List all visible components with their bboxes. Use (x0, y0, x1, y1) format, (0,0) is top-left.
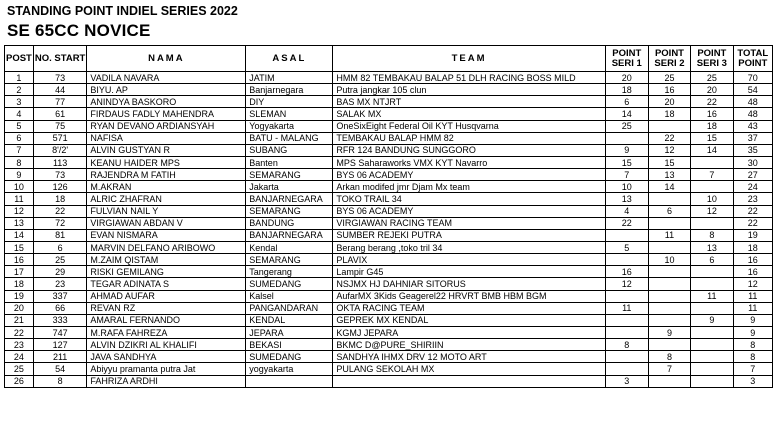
header-row (5, 46, 773, 72)
cell-nama: KEANU HAIDER MPS (87, 156, 246, 168)
cell-nama: BIYU. AP (87, 84, 246, 96)
cell-nama: AHMAD AUFAR (87, 290, 246, 302)
cell-post: 23 (5, 339, 34, 351)
cell-point-seri-3: 8 (691, 229, 733, 241)
cell-team: PLAVIX (333, 254, 605, 266)
cell-asal: BATU - MALANG (246, 132, 333, 144)
cell-post: 12 (5, 205, 34, 217)
cell-no-start: 211 (33, 351, 87, 363)
cell-point-seri-3: 16 (691, 108, 733, 120)
cell-no-start: 54 (33, 363, 87, 375)
cell-point-seri-2: 6 (648, 205, 690, 217)
table-row (5, 241, 773, 253)
header-point-seri-1: POINT SERI 1 (605, 46, 648, 72)
table-row (5, 96, 773, 108)
cell-team: Berang berang ,toko tril 34 (333, 241, 605, 253)
cell-post: 4 (5, 108, 34, 120)
table-row (5, 326, 773, 338)
standings-table (4, 45, 773, 388)
cell-point-seri-2: 15 (648, 156, 690, 168)
cell-team: Putra jangkar 105 clun (333, 84, 605, 96)
table-row (5, 169, 773, 181)
cell-point-seri-1 (605, 254, 648, 266)
cell-post: 13 (5, 217, 34, 229)
cell-no-start: 77 (33, 96, 87, 108)
cell-point-seri-1: 9 (605, 144, 648, 156)
table-row (5, 72, 773, 84)
cell-total-point: 11 (733, 302, 772, 314)
cell-nama: VADILA NAVARA (87, 72, 246, 84)
cell-post: 22 (5, 326, 34, 338)
cell-no-start: 113 (33, 156, 87, 168)
cell-nama: RISKI GEMILANG (87, 266, 246, 278)
cell-total-point: 9 (733, 326, 772, 338)
cell-point-seri-1: 5 (605, 241, 648, 253)
table-row (5, 363, 773, 375)
cell-point-seri-3 (691, 266, 733, 278)
cell-point-seri-3 (691, 302, 733, 314)
cell-point-seri-3 (691, 156, 733, 168)
cell-point-seri-1 (605, 290, 648, 302)
table-row (5, 217, 773, 229)
cell-total-point: 48 (733, 96, 772, 108)
cell-post: 15 (5, 241, 34, 253)
cell-total-point: 22 (733, 205, 772, 217)
cell-team: HMM 82 TEMBAKAU BALAP 51 DLH RACING BOSS MILD (333, 72, 605, 84)
cell-asal: Tangerang (246, 266, 333, 278)
cell-total-point: 11 (733, 290, 772, 302)
cell-team: KGMJ JEPARA (333, 326, 605, 338)
cell-nama: ANINDYA BASKORO (87, 96, 246, 108)
cell-asal: Yogyakarta (246, 120, 333, 132)
table-row (5, 351, 773, 363)
cell-point-seri-2: 16 (648, 84, 690, 96)
cell-total-point: 23 (733, 193, 772, 205)
cell-post: 7 (5, 144, 34, 156)
cell-team: TOKO TRAIL 34 (333, 193, 605, 205)
table-row (5, 278, 773, 290)
table-row (5, 375, 773, 387)
cell-post: 17 (5, 266, 34, 278)
cell-point-seri-2 (648, 375, 690, 387)
cell-no-start: 73 (33, 72, 87, 84)
cell-team: TEMBAKAU BALAP HMM 82 (333, 132, 605, 144)
cell-point-seri-2 (648, 290, 690, 302)
header-point-seri-3: POINT SERI 3 (691, 46, 733, 72)
cell-team: BAS MX NTJRT (333, 96, 605, 108)
cell-point-seri-3: 13 (691, 241, 733, 253)
cell-point-seri-1: 20 (605, 72, 648, 84)
cell-team: SALAK MX (333, 108, 605, 120)
cell-point-seri-1: 10 (605, 181, 648, 193)
cell-no-start: 747 (33, 326, 87, 338)
cell-point-seri-2: 18 (648, 108, 690, 120)
cell-asal: Kalsel (246, 290, 333, 302)
cell-total-point: 27 (733, 169, 772, 181)
cell-point-seri-2 (648, 278, 690, 290)
cell-post: 3 (5, 96, 34, 108)
cell-point-seri-1 (605, 326, 648, 338)
cell-team: Lampir G45 (333, 266, 605, 278)
cell-no-start: 8 (33, 375, 87, 387)
cell-asal: SUMEDANG (246, 278, 333, 290)
cell-point-seri-3: 14 (691, 144, 733, 156)
cell-point-seri-3 (691, 326, 733, 338)
cell-post: 21 (5, 314, 34, 326)
cell-point-seri-2: 22 (648, 132, 690, 144)
cell-point-seri-3 (691, 339, 733, 351)
cell-point-seri-3: 15 (691, 132, 733, 144)
cell-asal: JATIM (246, 72, 333, 84)
cell-total-point: 48 (733, 108, 772, 120)
cell-point-seri-3 (691, 363, 733, 375)
cell-point-seri-3: 6 (691, 254, 733, 266)
cell-team: OneSixEight Federal Oil KYT Husqvarna (333, 120, 605, 132)
table-row (5, 144, 773, 156)
cell-point-seri-2 (648, 120, 690, 132)
cell-no-start: 18 (33, 193, 87, 205)
cell-point-seri-2 (648, 241, 690, 253)
cell-point-seri-2: 10 (648, 254, 690, 266)
cell-asal (246, 375, 333, 387)
cell-nama: FAHRIZA ARDHI (87, 375, 246, 387)
cell-point-seri-2: 7 (648, 363, 690, 375)
cell-team: PULANG SEKOLAH MX (333, 363, 605, 375)
cell-asal: Banten (246, 156, 333, 168)
cell-asal: BANDUNG (246, 217, 333, 229)
cell-point-seri-1: 8 (605, 339, 648, 351)
cell-nama: NAFISA (87, 132, 246, 144)
cell-point-seri-3: 12 (691, 205, 733, 217)
cell-asal: Banjarnegara (246, 84, 333, 96)
cell-point-seri-1 (605, 351, 648, 363)
cell-point-seri-3: 22 (691, 96, 733, 108)
cell-post: 1 (5, 72, 34, 84)
cell-point-seri-3 (691, 217, 733, 229)
table-row (5, 314, 773, 326)
cell-team: Arkan modifed jmr Djam Mx team (333, 181, 605, 193)
cell-asal: BANJARNEGARA (246, 229, 333, 241)
table-row (5, 205, 773, 217)
cell-no-start: 333 (33, 314, 87, 326)
cell-no-start: 61 (33, 108, 87, 120)
cell-post: 24 (5, 351, 34, 363)
header-asal: ASAL (246, 46, 333, 72)
cell-point-seri-1: 15 (605, 156, 648, 168)
cell-point-seri-1 (605, 314, 648, 326)
table-row (5, 290, 773, 302)
header-total-point: TOTAL POINT (733, 46, 772, 72)
cell-team: OKTA RACING TEAM (333, 302, 605, 314)
cell-nama: Abiyyu pramanta putra Jat (87, 363, 246, 375)
cell-nama: VIRGIAWAN ABDAN V (87, 217, 246, 229)
cell-asal: SUBANG (246, 144, 333, 156)
cell-point-seri-1 (605, 229, 648, 241)
cell-no-start: 127 (33, 339, 87, 351)
cell-asal: yogyakarta (246, 363, 333, 375)
cell-nama: MARVIN DELFANO ARIBOWO (87, 241, 246, 253)
cell-point-seri-1: 25 (605, 120, 648, 132)
cell-point-seri-3 (691, 375, 733, 387)
cell-no-start: 72 (33, 217, 87, 229)
cell-point-seri-1: 3 (605, 375, 648, 387)
cell-asal: Kendal (246, 241, 333, 253)
cell-post: 25 (5, 363, 34, 375)
cell-total-point: 8 (733, 339, 772, 351)
cell-team: BKMC D@PURE_SHIRIIN (333, 339, 605, 351)
table-row (5, 108, 773, 120)
cell-point-seri-1: 16 (605, 266, 648, 278)
cell-post: 10 (5, 181, 34, 193)
cell-nama: RYAN DEVANO ARDIANSYAH (87, 120, 246, 132)
cell-no-start: 66 (33, 302, 87, 314)
cell-nama: ALVIN DZIKRI AL KHALIFI (87, 339, 246, 351)
cell-point-seri-2: 13 (648, 169, 690, 181)
table-row (5, 193, 773, 205)
cell-point-seri-2: 25 (648, 72, 690, 84)
table-row (5, 132, 773, 144)
cell-team: SANDHYA IHMX DRV 12 MOTO ART (333, 351, 605, 363)
cell-post: 18 (5, 278, 34, 290)
cell-no-start: 23 (33, 278, 87, 290)
cell-total-point: 8 (733, 351, 772, 363)
cell-total-point: 22 (733, 217, 772, 229)
table-row (5, 266, 773, 278)
cell-team: MPS Saharaworks VMX KYT Navarro (333, 156, 605, 168)
cell-asal: PANGANDARAN (246, 302, 333, 314)
cell-team: RFR 124 BANDUNG SUNGGORO (333, 144, 605, 156)
cell-total-point: 43 (733, 120, 772, 132)
header-point-seri-2: POINT SERI 2 (648, 46, 690, 72)
cell-post: 26 (5, 375, 34, 387)
cell-point-seri-2: 8 (648, 351, 690, 363)
cell-point-seri-1: 4 (605, 205, 648, 217)
cell-post: 11 (5, 193, 34, 205)
cell-no-start: 25 (33, 254, 87, 266)
cell-nama: FIRDAUS FADLY MAHENDRA (87, 108, 246, 120)
cell-no-start: 571 (33, 132, 87, 144)
table-row (5, 302, 773, 314)
cell-point-seri-3 (691, 351, 733, 363)
cell-point-seri-3: 9 (691, 314, 733, 326)
cell-team: AufarMX 3Kids Geagerel22 HRVRT BMB HBM BGM (333, 290, 605, 302)
cell-no-start: 81 (33, 229, 87, 241)
cell-asal: SEMARANG (246, 205, 333, 217)
cell-nama: REVAN RZ (87, 302, 246, 314)
cell-point-seri-1: 7 (605, 169, 648, 181)
table-row (5, 339, 773, 351)
cell-no-start: 75 (33, 120, 87, 132)
cell-team: BYS 06 ACADEMY (333, 169, 605, 181)
cell-no-start: 29 (33, 266, 87, 278)
cell-no-start: 8'/2' (33, 144, 87, 156)
cell-post: 5 (5, 120, 34, 132)
cell-post: 6 (5, 132, 34, 144)
cell-point-seri-2 (648, 193, 690, 205)
header-nama: NAMA (87, 46, 246, 72)
cell-asal: SLEMAN (246, 108, 333, 120)
cell-point-seri-1: 18 (605, 84, 648, 96)
cell-team: GEPREK MX KENDAL (333, 314, 605, 326)
cell-nama: ALVIN GUSTYAN R (87, 144, 246, 156)
cell-total-point: 54 (733, 84, 772, 96)
standings-body (5, 72, 773, 388)
cell-asal: BANJARNEGARA (246, 193, 333, 205)
cell-total-point: 16 (733, 254, 772, 266)
cell-asal: SEMARANG (246, 169, 333, 181)
cell-total-point: 70 (733, 72, 772, 84)
cell-point-seri-1: 11 (605, 302, 648, 314)
cell-post: 16 (5, 254, 34, 266)
table-row (5, 84, 773, 96)
cell-point-seri-1: 14 (605, 108, 648, 120)
cell-post: 19 (5, 290, 34, 302)
cell-point-seri-1 (605, 363, 648, 375)
table-row (5, 120, 773, 132)
cell-point-seri-2: 12 (648, 144, 690, 156)
cell-no-start: 22 (33, 205, 87, 217)
cell-nama: FULVIAN NAIL Y (87, 205, 246, 217)
cell-point-seri-1 (605, 132, 648, 144)
cell-total-point: 16 (733, 266, 772, 278)
cell-team: SUMBER REJEKI PUTRA (333, 229, 605, 241)
cell-nama: AMARAL FERNANDO (87, 314, 246, 326)
cell-team: NSJMX HJ DAHNIAR SITORUS (333, 278, 605, 290)
cell-total-point: 30 (733, 156, 772, 168)
cell-point-seri-2 (648, 266, 690, 278)
table-row (5, 254, 773, 266)
header-post: POST (5, 46, 34, 72)
cell-total-point: 19 (733, 229, 772, 241)
cell-nama: RAJENDRA M FATIH (87, 169, 246, 181)
cell-post: 14 (5, 229, 34, 241)
cell-point-seri-2: 11 (648, 229, 690, 241)
cell-team: BYS 06 ACADEMY (333, 205, 605, 217)
cell-nama: ALRIC ZHAFRAN (87, 193, 246, 205)
header-no-start: NO. START (33, 46, 87, 72)
cell-point-seri-3: 20 (691, 84, 733, 96)
cell-point-seri-2 (648, 339, 690, 351)
cell-total-point: 37 (733, 132, 772, 144)
cell-asal: SEMARANG (246, 254, 333, 266)
cell-point-seri-3: 18 (691, 120, 733, 132)
cell-point-seri-2: 14 (648, 181, 690, 193)
cell-total-point: 12 (733, 278, 772, 290)
cell-point-seri-2 (648, 302, 690, 314)
cell-nama: M.AKRAN (87, 181, 246, 193)
table-row (5, 156, 773, 168)
header-team: TEAM (333, 46, 605, 72)
cell-point-seri-2 (648, 217, 690, 229)
cell-asal: JEPARA (246, 326, 333, 338)
cell-nama: TEGAR ADINATA S (87, 278, 246, 290)
cell-asal: SUMEDANG (246, 351, 333, 363)
cell-point-seri-2: 9 (648, 326, 690, 338)
table-row (5, 181, 773, 193)
cell-point-seri-3: 7 (691, 169, 733, 181)
table-row (5, 229, 773, 241)
cell-point-seri-2 (648, 314, 690, 326)
class-subtitle: SE 65CC NOVICE (7, 21, 151, 40)
cell-point-seri-1: 13 (605, 193, 648, 205)
cell-nama: EVAN NISMARA (87, 229, 246, 241)
cell-point-seri-3: 11 (691, 290, 733, 302)
cell-point-seri-1: 22 (605, 217, 648, 229)
cell-point-seri-3: 25 (691, 72, 733, 84)
cell-point-seri-2: 20 (648, 96, 690, 108)
cell-nama: M.ZAIM QISTAM (87, 254, 246, 266)
cell-point-seri-3: 10 (691, 193, 733, 205)
cell-total-point: 7 (733, 363, 772, 375)
cell-no-start: 126 (33, 181, 87, 193)
cell-total-point: 3 (733, 375, 772, 387)
cell-point-seri-3 (691, 278, 733, 290)
cell-asal: KENDAL (246, 314, 333, 326)
cell-no-start: 44 (33, 84, 87, 96)
page-title: STANDING POINT INDIEL SERIES 2022 (7, 4, 238, 18)
cell-total-point: 24 (733, 181, 772, 193)
cell-team: VIRGIAWAN RACING TEAM (333, 217, 605, 229)
cell-total-point: 18 (733, 241, 772, 253)
cell-team (333, 375, 605, 387)
cell-point-seri-3 (691, 181, 733, 193)
cell-point-seri-1: 12 (605, 278, 648, 290)
cell-nama: M.RAFA FAHREZA (87, 326, 246, 338)
cell-no-start: 337 (33, 290, 87, 302)
cell-post: 9 (5, 169, 34, 181)
cell-total-point: 35 (733, 144, 772, 156)
cell-nama: JAVA SANDHYA (87, 351, 246, 363)
cell-no-start: 6 (33, 241, 87, 253)
cell-post: 2 (5, 84, 34, 96)
cell-post: 20 (5, 302, 34, 314)
cell-asal: DIY (246, 96, 333, 108)
cell-asal: BEKASI (246, 339, 333, 351)
cell-point-seri-1: 6 (605, 96, 648, 108)
cell-no-start: 73 (33, 169, 87, 181)
cell-post: 8 (5, 156, 34, 168)
cell-asal: Jakarta (246, 181, 333, 193)
cell-total-point: 9 (733, 314, 772, 326)
